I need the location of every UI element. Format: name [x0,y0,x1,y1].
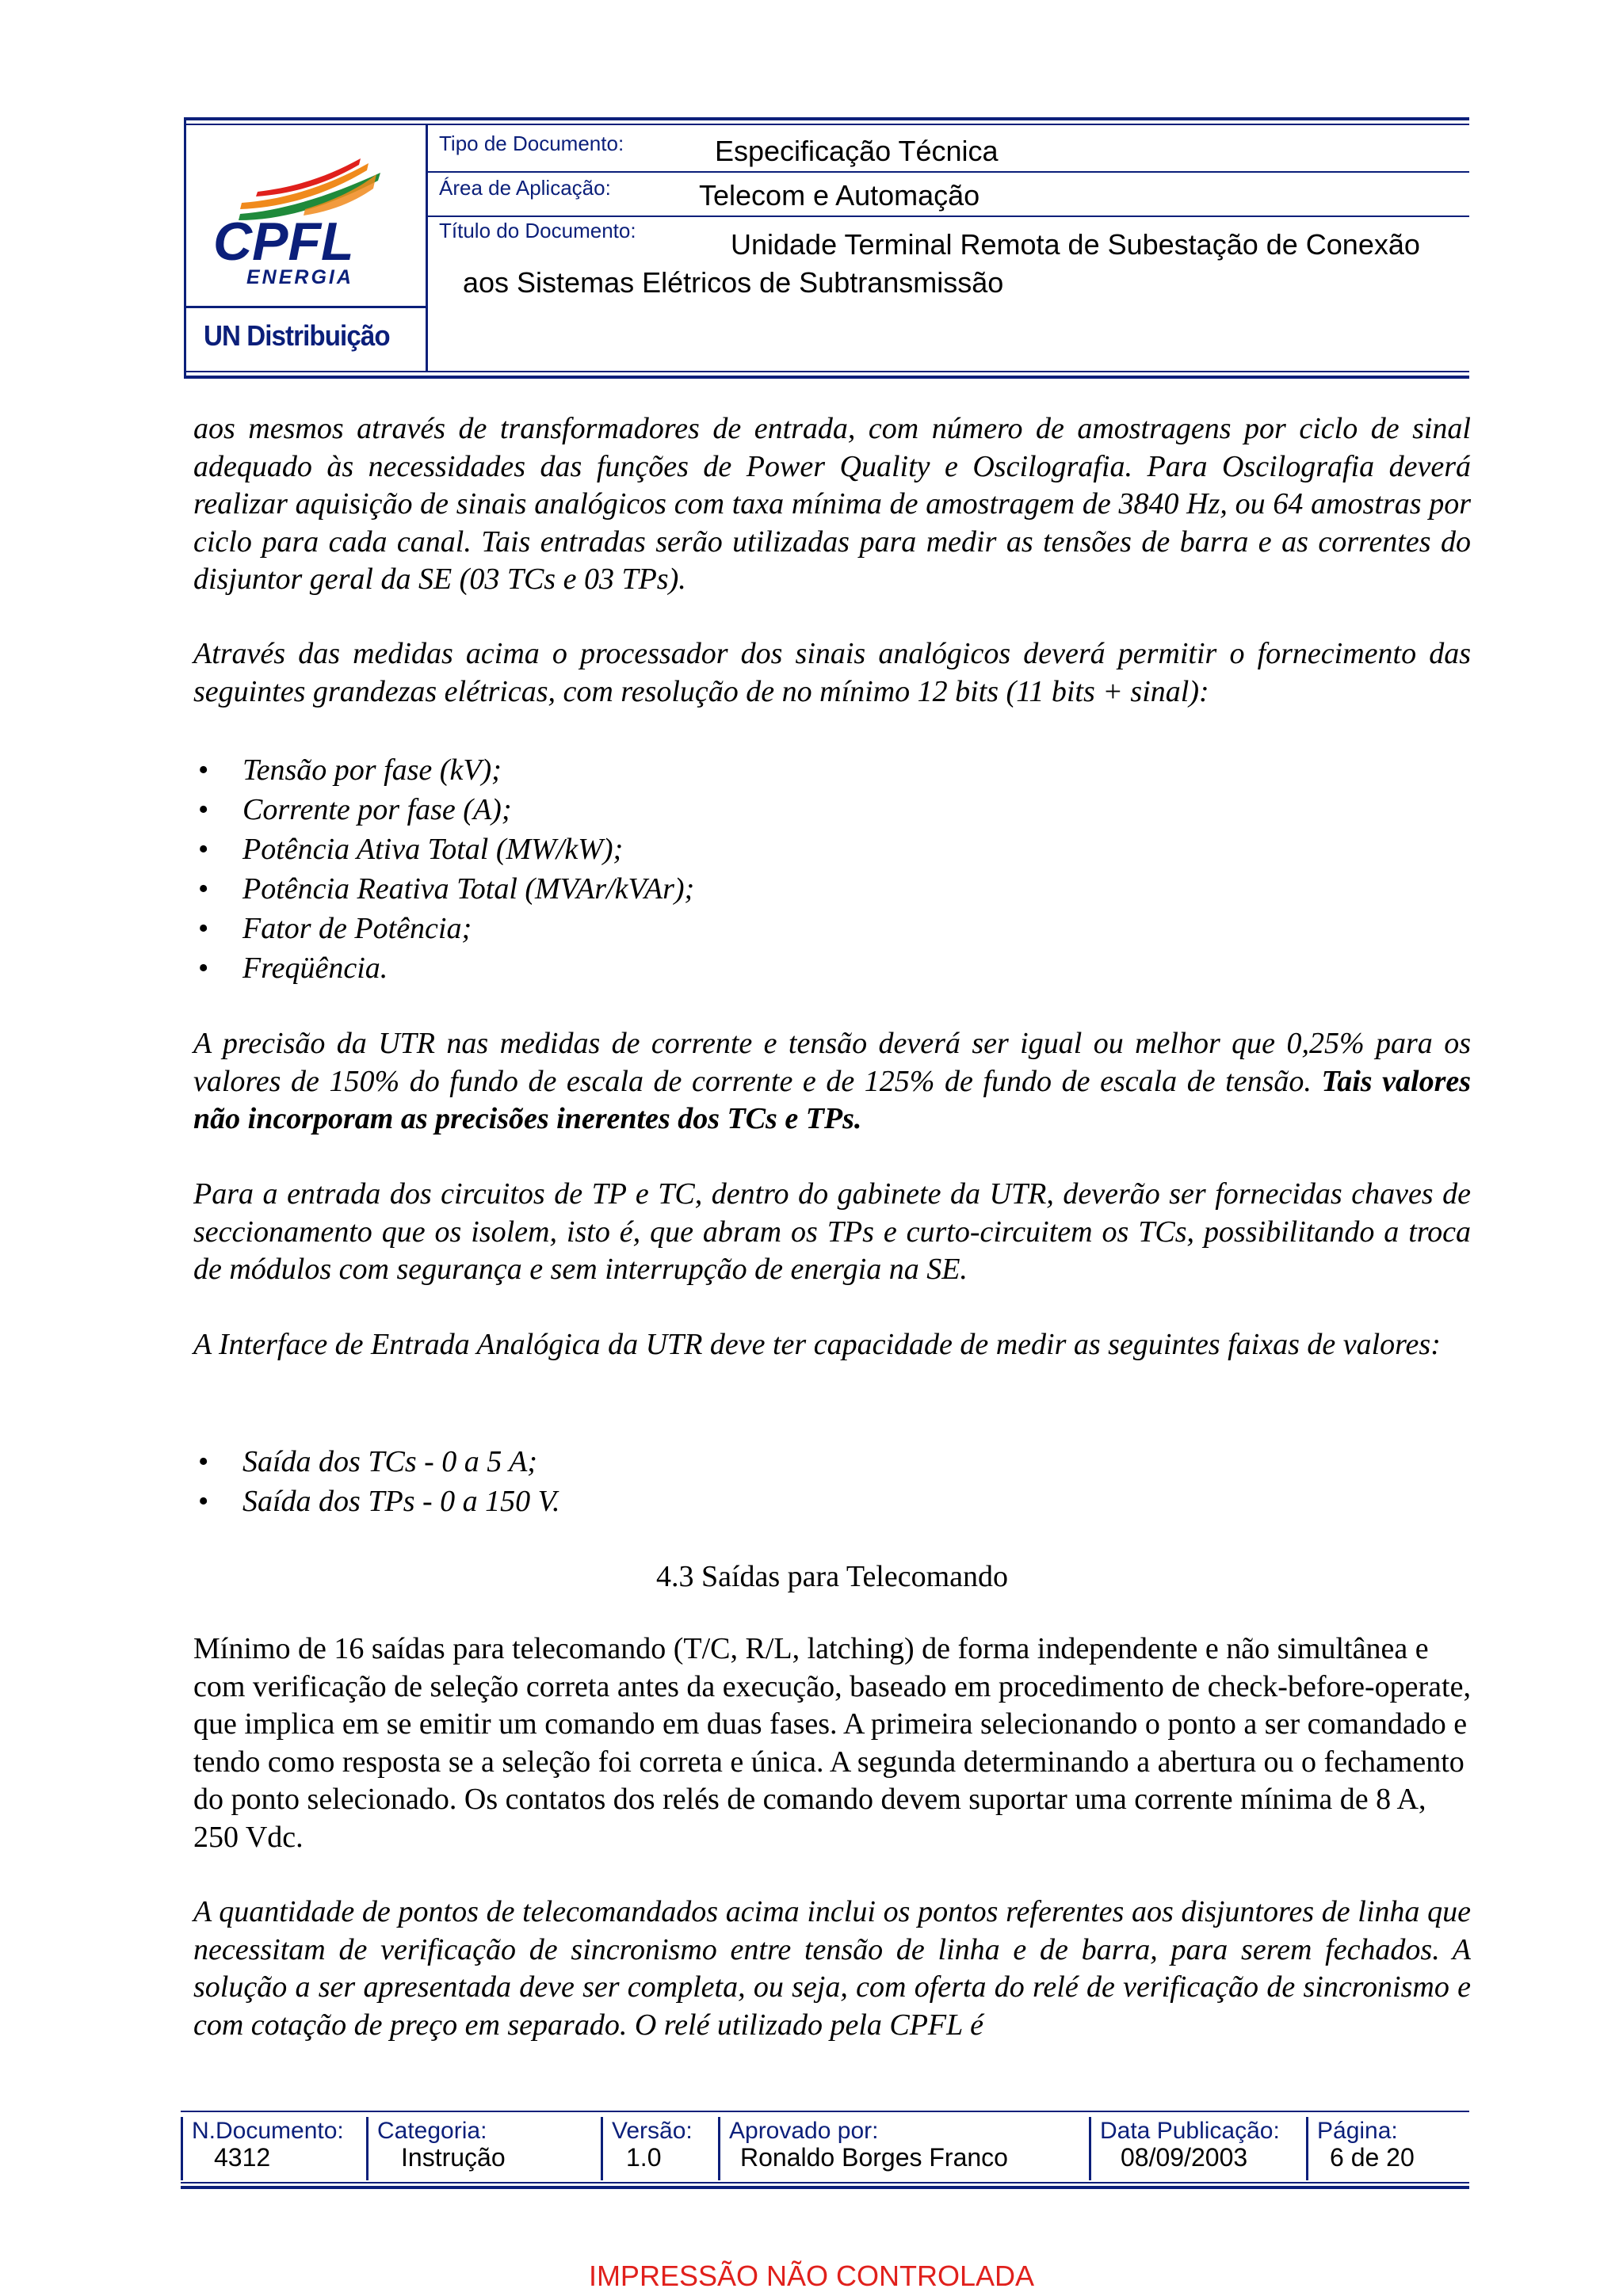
titulo-line-1: Unidade Terminal Remota de Subestação de Conexão [731,228,1420,261]
paragraph-7: A quantidade de pontos de telecomandados acima inclui os pontos referentes aos disjuntores de linha que necessitam de verificação de sincronismo entre tensão de linha e de barra, para serem fechados. A solução a ser apresentada deve ser completa, ou seja, com oferta do relé de verificação de sincronismo e com cotação de preço em separado. O relé utilizado pela CPFL é [193,1895,1471,2042]
bullet-icon: • [198,912,209,945]
document-header [184,117,1469,379]
logo-block [184,117,428,379]
footer-approved-by: Aprovado por: Ronaldo Borges Franco [729,2118,1008,2172]
footer-doc-number: N.Documento: 4312 [192,2118,344,2172]
bullet-icon: • [198,1445,209,1478]
footer-top-rule [181,2111,1469,2112]
list-item: • Tensão por fase (kV); [198,750,502,790]
paragraph-2: Através das medidas acima o processador dos sinais analógicos deverá permitir o fornecimento das seguintes grandezas elétricas, com resolução de no mínimo 12 bits (11 bits + sinal): [193,637,1471,708]
tipo-label: Tipo de Documento: [439,132,624,155]
footer-bottom-rule [181,2186,1469,2189]
list-item: • Saída dos TCs - 0 a 5 A; [198,1442,537,1482]
paragraph-3: A precisão da UTR nas medidas de corrente e tensão deverá ser igual ou melhor que 0,25% para os valores de 150% do fundo de escala de corrente e de 125% de fundo de escala de tensão. Tais valores não incorporam as precisões inerentes dos TCs e TPs. [193,1027,1472,1135]
paragraph-5: A Interface de Entrada Analógica da UTR deve ter capacidade de medir as seguintes faixas de valores: [193,1328,1441,1361]
area-label: Área de Aplicação: [439,176,611,200]
header-row-rule-1 [428,171,1469,173]
logo-subtext: ENERGIA [246,266,353,288]
footer-bottom-rule-thin [181,2182,1469,2183]
list-item: • Saída dos TPs - 0 a 150 V. [198,1482,559,1521]
tipo-value: Especificação Técnica [715,135,999,167]
header-vertical-rule [426,125,428,371]
logo-text: CPFL [213,212,354,272]
document-footer [181,2111,1469,2187]
bullet-icon: • [198,753,209,787]
paragraph-3-bold: Tais valores não incorporam as precisões inerentes dos TCs e TPs. [193,1064,1472,1135]
section-heading: 4.3 Saídas para Telecomando [655,1560,1009,1593]
bullet-icon: • [198,793,209,826]
paragraph-6: Mínimo de 16 saídas para telecomando (T/C, R/L, latching) de forma independente e não simultânea e com verificação de seleção correta antes da execução, baseado em procedimento de check-before-operate, que implica em se emitir um comando em duas fases. A primeira selecionando o ponto a ser comandado e tendo como resposta se a seleção foi correta e única. A segunda determinando a abertura ou o fechamento do ponto selecionado. Os contatos dos relés de comando devem suportar uma corrente mínima de 8 A, 250 Vdc. [193,1632,1471,1854]
header-row-rule-2 [428,215,1469,217]
footer-separator [1089,2117,1091,2180]
titulo-label: Título do Documento: [439,219,636,242]
footer-separator [601,2117,603,2180]
bullet-icon: • [198,1485,209,1518]
footer-separator [718,2117,720,2180]
footer-publication-date: Data Publicação: 08/09/2003 [1100,2118,1280,2172]
footer-category: Categoria: Instrução [377,2118,506,2172]
titulo-line-2: aos Sistemas Elétricos de Subtransmissão [463,266,1004,299]
footer-separator [1306,2117,1308,2180]
footer-page: Página: 6 de 20 [1317,2118,1415,2172]
footer-separator [181,2117,183,2180]
list-item: • Potência Ativa Total (MW/kW); [198,830,623,869]
logo-divider [186,306,428,308]
bullet-icon: • [198,833,209,866]
list-item: • Fator de Potência; [198,909,472,948]
bullet-icon: • [198,952,209,985]
paragraph-1: aos mesmos através de transformadores de entrada, com número de amostragens por ciclo de sinal adequado às necessidades das funções de Power Quality e Oscilografia. Para Oscilografia deverá realizar aquisição de sinais analógicos com taxa mínima de amostragem de 3840 Hz, ou 64 amostras por ciclo para cada canal. Tais entradas serão utilizadas para medir as tensões de barra e as correntes do disjuntor geral da SE (03 TCs e 03 TPs). [193,412,1471,596]
cpfl-logo-icon [210,141,392,299]
list-item: • Potência Reativa Total (MVAr/kVAr); [198,869,694,909]
area-value: Telecom e Automação [699,179,980,212]
paragraph-4: Para a entrada dos circuitos de TP e TC, dentro do gabinete da UTR, deverão ser fornecidas chaves de seccionamento que os isolem, isto é, que abram os TPs e curto-circuitem os TCs, possibilitando a troca de módulos com segurança e sem interrupção de energia na SE. [193,1177,1471,1286]
unit-name: UN Distribuição [204,319,390,352]
footer-version: Versão: 1.0 [612,2118,693,2172]
bullet-icon: • [198,872,209,906]
uncontrolled-print-notice: IMPRESSÃO NÃO CONTROLADA [588,2260,1035,2292]
list-item: • Corrente por fase (A); [198,790,511,830]
footer-separator [366,2117,369,2180]
list-item: • Freqüência. [198,948,388,988]
